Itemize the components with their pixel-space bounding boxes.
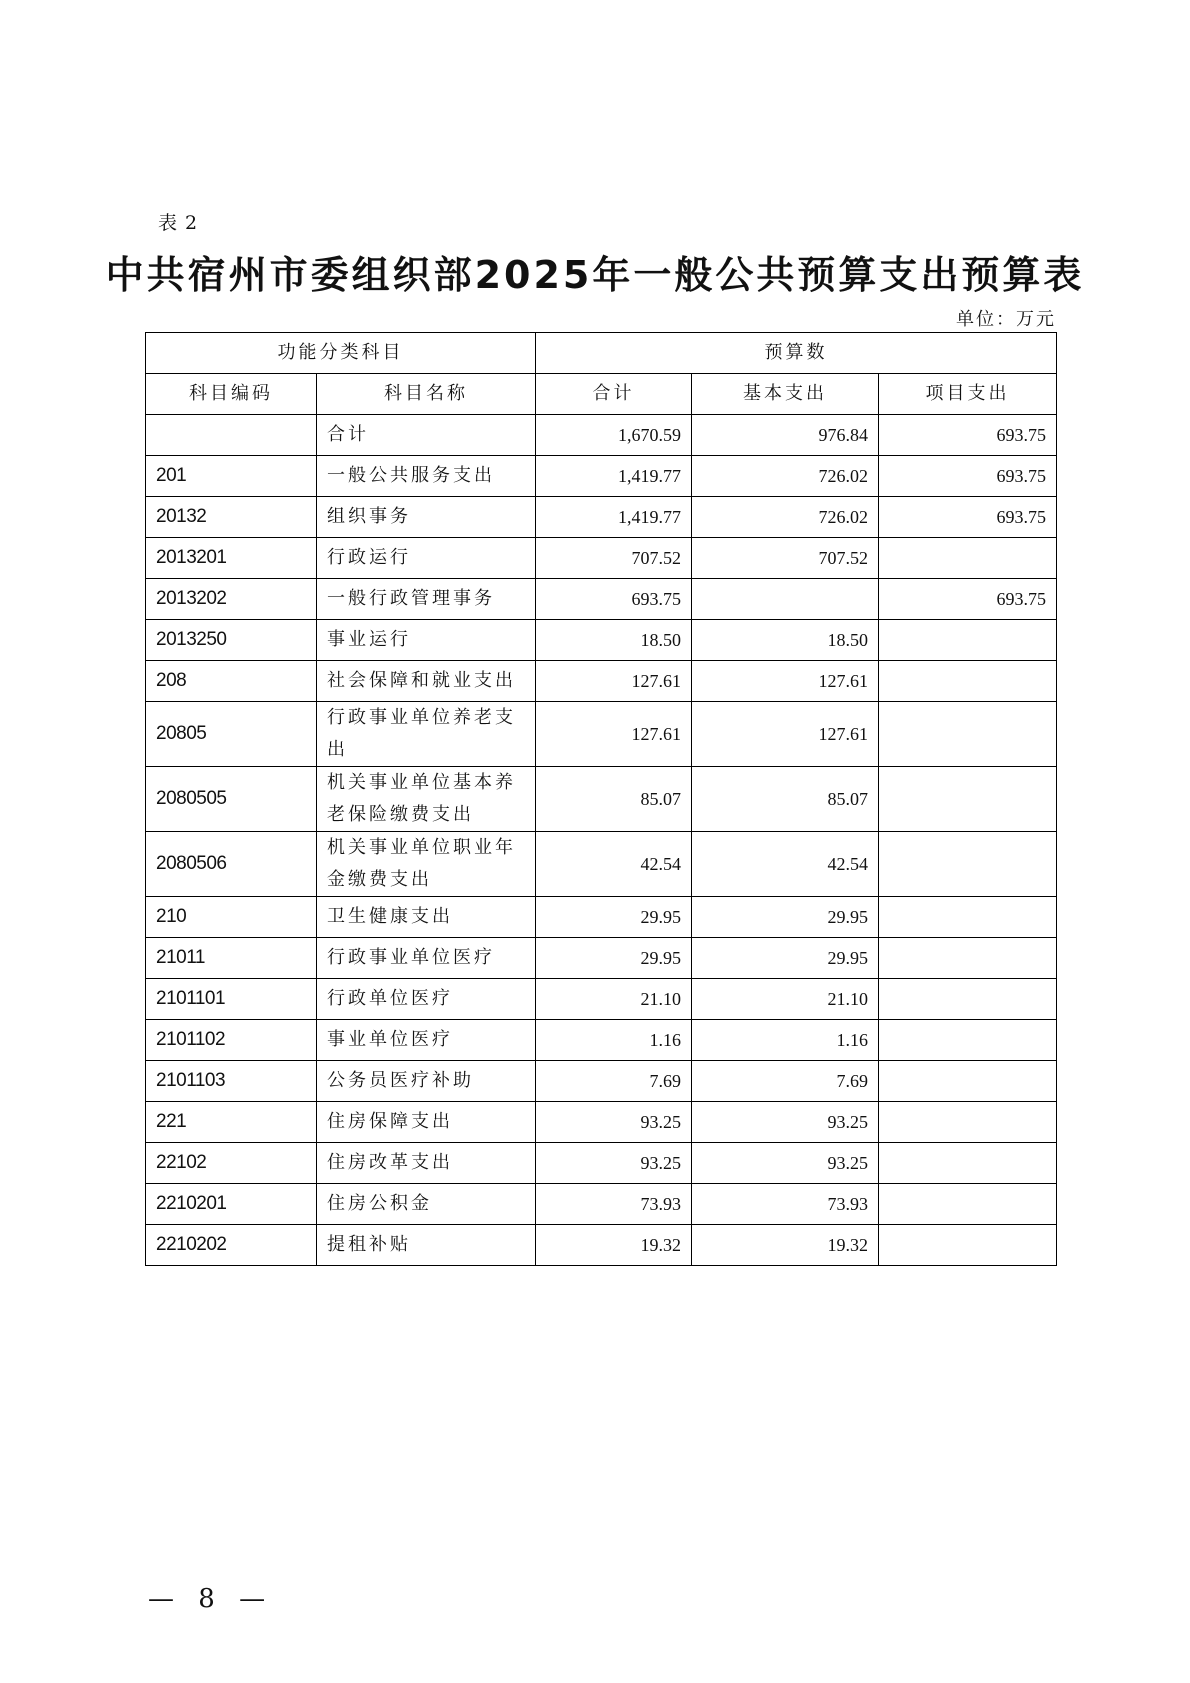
table-row (146, 1102, 1057, 1143)
cell-total: 19.32 (536, 1225, 692, 1266)
cell-project (879, 897, 1057, 938)
cell-project (879, 538, 1057, 579)
cell-basic: 976.84 (692, 415, 879, 456)
cell-code: 2210202 (146, 1225, 317, 1266)
header-column-row (146, 374, 1057, 415)
table-row (146, 538, 1057, 579)
header-code: 科目编码 (146, 374, 317, 415)
table-row (146, 767, 1057, 832)
cell-basic: 73.93 (692, 1184, 879, 1225)
table-row (146, 620, 1057, 661)
header-budget-amount: 预算数 (536, 333, 1057, 374)
cell-project (879, 938, 1057, 979)
header-project: 项目支出 (879, 374, 1057, 415)
cell-total: 1,419.77 (536, 497, 692, 538)
cell-total: 18.50 (536, 620, 692, 661)
cell-code: 2210201 (146, 1184, 317, 1225)
cell-basic: 18.50 (692, 620, 879, 661)
cell-total: 73.93 (536, 1184, 692, 1225)
cell-name: 住房公积金 (317, 1184, 536, 1225)
cell-basic: 42.54 (692, 832, 879, 897)
cell-project (879, 832, 1057, 897)
cell-total: 127.61 (536, 661, 692, 702)
cell-total: 707.52 (536, 538, 692, 579)
cell-total: 42.54 (536, 832, 692, 897)
cell-name: 公务员医疗补助 (317, 1061, 536, 1102)
cell-name: 一般公共服务支出 (317, 456, 536, 497)
cell-basic: 1.16 (692, 1020, 879, 1061)
cell-name: 事业单位医疗 (317, 1020, 536, 1061)
cell-code: 210 (146, 897, 317, 938)
cell-basic (692, 579, 879, 620)
cell-basic: 93.25 (692, 1102, 879, 1143)
cell-code: 2013202 (146, 579, 317, 620)
cell-code: 20805 (146, 702, 317, 767)
cell-basic: 21.10 (692, 979, 879, 1020)
cell-project (879, 1225, 1057, 1266)
cell-basic: 29.95 (692, 897, 879, 938)
cell-project: 693.75 (879, 579, 1057, 620)
cell-total: 1.16 (536, 1020, 692, 1061)
table-row (146, 1184, 1057, 1225)
cell-basic: 726.02 (692, 497, 879, 538)
cell-code (146, 415, 317, 456)
cell-code: 208 (146, 661, 317, 702)
cell-total: 1,419.77 (536, 456, 692, 497)
cell-total: 693.75 (536, 579, 692, 620)
cell-name: 组织事务 (317, 497, 536, 538)
cell-basic: 726.02 (692, 456, 879, 497)
cell-name: 行政事业单位养老支出 (317, 702, 536, 767)
cell-project (879, 1143, 1057, 1184)
cell-total: 29.95 (536, 938, 692, 979)
cell-code: 20132 (146, 497, 317, 538)
cell-name: 住房保障支出 (317, 1102, 536, 1143)
cell-code: 201 (146, 456, 317, 497)
header-basic: 基本支出 (692, 374, 879, 415)
cell-name: 事业运行 (317, 620, 536, 661)
cell-code: 2080505 (146, 767, 317, 832)
cell-project (879, 1184, 1057, 1225)
cell-name: 卫生健康支出 (317, 897, 536, 938)
cell-project (879, 1020, 1057, 1061)
cell-name: 提租补贴 (317, 1225, 536, 1266)
cell-basic: 127.61 (692, 661, 879, 702)
table-row (146, 1061, 1057, 1102)
cell-name: 行政事业单位医疗 (317, 938, 536, 979)
cell-basic: 707.52 (692, 538, 879, 579)
header-total: 合计 (536, 374, 692, 415)
table-row (146, 497, 1057, 538)
cell-code: 21011 (146, 938, 317, 979)
cell-code: 2101101 (146, 979, 317, 1020)
cell-total: 85.07 (536, 767, 692, 832)
cell-code: 2013201 (146, 538, 317, 579)
table-row (146, 832, 1057, 897)
cell-project (879, 1102, 1057, 1143)
table-row (146, 415, 1057, 456)
cell-name: 机关事业单位职业年金缴费支出 (317, 832, 536, 897)
cell-project (879, 767, 1057, 832)
header-name: 科目名称 (317, 374, 536, 415)
table-row (146, 661, 1057, 702)
cell-basic: 93.25 (692, 1143, 879, 1184)
table-row (146, 579, 1057, 620)
cell-basic: 127.61 (692, 702, 879, 767)
cell-project (879, 661, 1057, 702)
cell-name: 合计 (317, 415, 536, 456)
cell-project: 693.75 (879, 456, 1057, 497)
header-group-row (146, 333, 1057, 374)
table-row (146, 1020, 1057, 1061)
table-row (146, 1225, 1057, 1266)
cell-code: 2013250 (146, 620, 317, 661)
cell-total: 29.95 (536, 897, 692, 938)
table-row (146, 938, 1057, 979)
cell-code: 2101103 (146, 1061, 317, 1102)
cell-basic: 19.32 (692, 1225, 879, 1266)
cell-name: 行政单位医疗 (317, 979, 536, 1020)
budget-table-body (146, 333, 1057, 1266)
header-function-category: 功能分类科目 (146, 333, 536, 374)
cell-basic: 85.07 (692, 767, 879, 832)
table-number: 表 2 (158, 212, 199, 234)
table-row (146, 1143, 1057, 1184)
cell-project (879, 702, 1057, 767)
cell-total: 7.69 (536, 1061, 692, 1102)
page-number: — 8 — (148, 1584, 274, 1614)
cell-name: 社会保障和就业支出 (317, 661, 536, 702)
budget-table (145, 332, 1057, 1266)
cell-total: 93.25 (536, 1102, 692, 1143)
cell-basic: 29.95 (692, 938, 879, 979)
cell-project (879, 979, 1057, 1020)
cell-project (879, 620, 1057, 661)
cell-name: 行政运行 (317, 538, 536, 579)
cell-code: 2101102 (146, 1020, 317, 1061)
cell-code: 22102 (146, 1143, 317, 1184)
table-row (146, 979, 1057, 1020)
cell-total: 127.61 (536, 702, 692, 767)
cell-code: 2080506 (146, 832, 317, 897)
cell-name: 机关事业单位基本养老保险缴费支出 (317, 767, 536, 832)
table-row (146, 456, 1057, 497)
table-row (146, 897, 1057, 938)
cell-name: 一般行政管理事务 (317, 579, 536, 620)
cell-project: 693.75 (879, 497, 1057, 538)
cell-project (879, 1061, 1057, 1102)
cell-code: 221 (146, 1102, 317, 1143)
cell-total: 21.10 (536, 979, 692, 1020)
cell-name: 住房改革支出 (317, 1143, 536, 1184)
cell-basic: 7.69 (692, 1061, 879, 1102)
cell-project: 693.75 (879, 415, 1057, 456)
cell-total: 1,670.59 (536, 415, 692, 456)
document-title: 中共宿州市委组织部2025年一般公共预算支出预算表 (105, 253, 1085, 297)
cell-total: 93.25 (536, 1143, 692, 1184)
unit-label: 单位：万元 (956, 309, 1056, 330)
table-row (146, 702, 1057, 767)
